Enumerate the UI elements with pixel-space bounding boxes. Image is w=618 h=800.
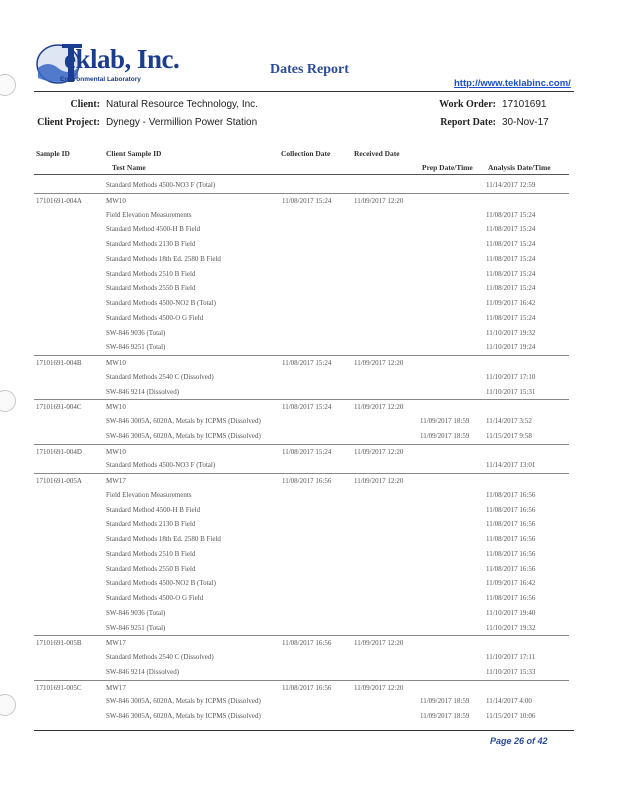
client-sample-id: MW10 (106, 359, 126, 367)
test-row (34, 414, 569, 428)
analysis-date: 11/14/2017 13:01 (486, 461, 536, 470)
analysis-date: 11/09/2017 16:42 (486, 579, 536, 588)
analysis-date: 11/14/2017 4:00 (486, 697, 532, 706)
analysis-date: 11/08/2017 15:24 (486, 240, 536, 248)
test-name: Standard Method 4500-H B Field (106, 225, 201, 234)
sample-row (34, 680, 569, 695)
client-sample-id: MW10 (106, 403, 126, 412)
analysis-date: 11/08/2017 15:24 (486, 210, 536, 219)
report-title: Dates Report (270, 62, 349, 77)
sample-id: 17101691-005C (36, 683, 82, 692)
sample-id: 17101691-004C (36, 403, 82, 412)
binder-hole-bottom (0, 694, 16, 716)
analysis-date: 11/08/2017 15:24 (486, 254, 536, 263)
test-name: SW-846 3005A, 6020A, Metals by ICPMS (Dissolved) (106, 712, 261, 720)
received-date: 11/09/2017 12:20 (354, 403, 404, 412)
test-name: Standard Methods 2540 C (Dissolved) (106, 372, 214, 381)
test-name: Standard Methods 2130 B Field (106, 520, 196, 529)
analysis-date: 11/10/2017 19:24 (486, 343, 536, 352)
test-row (34, 709, 569, 723)
test-row (34, 606, 569, 620)
collection-date: 11/08/2017 16:56 (282, 639, 332, 648)
test-name: SW-846 9036 (Total) (106, 328, 166, 337)
client-sample-id: MW17 (106, 639, 126, 648)
collection-date: 11/08/2017 16:56 (282, 477, 332, 485)
col-client-sample-id: Client Sample ID (106, 149, 162, 158)
test-name: Standard Methods 4500-NO3 F (Total) (106, 181, 216, 189)
analysis-date: 11/10/2017 15:33 (486, 667, 536, 676)
work-order-value: 17101691 (502, 99, 547, 110)
report-date-value: 30-Nov-17 (502, 117, 549, 128)
client-project-value: Dynegy - Vermillion Power Station (106, 117, 258, 128)
analysis-date: 11/09/2017 16:42 (486, 299, 536, 307)
test-name: SW-846 9214 (Dissolved) (106, 387, 180, 396)
sample-id: 17101691-004B (36, 359, 82, 367)
col-analysis-date: Analysis Date/Time (488, 163, 551, 172)
sample-row (34, 473, 569, 488)
test-row (34, 311, 569, 325)
received-date: 11/09/2017 12:20 (354, 477, 404, 485)
company-url-link[interactable]: http://www.teklabinc.com/ (454, 78, 571, 89)
test-row (34, 650, 569, 664)
test-name: Standard Methods 4500-NO2 B (Total) (106, 299, 216, 307)
table-header-rule (34, 174, 569, 175)
collection-date: 11/08/2017 15:24 (282, 447, 332, 456)
test-row (34, 576, 569, 590)
analysis-date: 11/08/2017 15:24 (486, 313, 536, 322)
header-divider (34, 91, 574, 92)
analysis-date: 11/10/2017 19:32 (486, 623, 536, 632)
sample-row (34, 635, 569, 650)
col-sample-id: Sample ID (36, 149, 70, 158)
test-row (34, 370, 569, 384)
test-name: Standard Methods 2130 B Field (106, 240, 196, 248)
test-row (34, 267, 569, 281)
client-project-label: Client Project: (37, 117, 100, 128)
test-row (34, 385, 569, 399)
client-sample-id: MW17 (106, 683, 126, 692)
analysis-date: 11/08/2017 16:56 (486, 520, 536, 529)
test-row (34, 252, 569, 266)
sample-id: 17101691-004A (36, 196, 82, 205)
analysis-date: 11/10/2017 17:10 (486, 372, 536, 381)
test-name: Standard Methods 2510 B Field (106, 549, 196, 558)
prep-date: 11/09/2017 18:59 (420, 431, 470, 440)
test-row (34, 562, 569, 576)
analysis-date: 11/10/2017 17:11 (486, 653, 536, 661)
test-name: SW-846 9251 (Total) (106, 343, 166, 352)
binder-hole-middle (0, 390, 16, 412)
logo-text: eklab, Inc. (64, 44, 180, 74)
test-name: Standard Methods 4500-NO2 B (Total) (106, 579, 216, 588)
prep-date: 11/09/2017 18:59 (420, 712, 470, 720)
logo-subtitle: Environmental Laboratory (60, 76, 141, 83)
col-received-date: Received Date (354, 149, 400, 158)
test-row (34, 532, 569, 546)
sample-row (34, 399, 569, 414)
test-row (34, 237, 569, 251)
test-name: Standard Methods 18th Ed. 2580 B Field (106, 254, 221, 263)
received-date: 11/09/2017 12:20 (354, 359, 404, 367)
sample-id: 17101691-005A (36, 477, 82, 485)
test-row (34, 429, 569, 443)
test-row (34, 281, 569, 295)
test-name: Standard Methods 4500-NO3 F (Total) (106, 461, 216, 470)
col-collection-date: Collection Date (281, 149, 331, 158)
test-row (34, 665, 569, 679)
client-label: Client: (70, 99, 100, 110)
test-name: SW-846 3005A, 6020A, Metals by ICPMS (Dissolved) (106, 697, 261, 706)
sample-row (34, 193, 569, 208)
prep-date: 11/09/2017 18:59 (420, 697, 470, 706)
received-date: 11/09/2017 12:20 (354, 683, 404, 692)
test-row (34, 694, 569, 708)
test-row (34, 458, 569, 472)
work-order-label: Work Order: (439, 99, 496, 110)
col-test-name: Test Name (112, 163, 146, 172)
test-row (34, 326, 569, 340)
collection-date: 11/08/2017 15:24 (282, 403, 332, 412)
test-row (34, 503, 569, 517)
analysis-date: 11/08/2017 15:24 (486, 269, 536, 278)
test-row (34, 222, 569, 236)
analysis-date: 11/15/2017 10:06 (486, 712, 536, 720)
client-sample-id: MW10 (106, 196, 126, 205)
sample-row (34, 444, 569, 459)
report-date-label: Report Date: (440, 117, 496, 128)
page-number: Page 26 of 42 (490, 736, 548, 746)
client-sample-id: MW10 (106, 447, 126, 456)
test-row (34, 296, 569, 310)
analysis-date: 11/08/2017 16:56 (486, 490, 536, 499)
test-row (34, 621, 569, 635)
analysis-date: 11/08/2017 16:56 (486, 505, 536, 514)
test-name: SW-846 3005A, 6020A, Metals by ICPMS (Dissolved) (106, 431, 261, 440)
test-row (34, 517, 569, 531)
col-prep-date: Prep Date/Time (422, 163, 473, 172)
test-row (34, 488, 569, 502)
test-name: SW-846 9251 (Total) (106, 623, 166, 632)
analysis-date: 11/08/2017 15:24 (486, 225, 536, 234)
test-name: SW-846 9036 (Total) (106, 608, 166, 617)
test-row (34, 340, 569, 354)
test-name: SW-846 9214 (Dissolved) (106, 667, 180, 676)
test-name: Standard Method 4500-H B Field (106, 505, 201, 514)
test-name: Standard Methods 4500-O G Field (106, 594, 204, 602)
analysis-date: 11/10/2017 15:31 (486, 387, 536, 396)
test-name: Field Elevation Measurements (106, 490, 192, 499)
received-date: 11/09/2017 12:20 (354, 447, 404, 456)
test-row (34, 591, 569, 605)
sample-id: 17101691-005B (36, 639, 82, 648)
test-row (34, 208, 569, 222)
client-value: Natural Resource Technology, Inc. (106, 99, 258, 110)
analysis-date: 11/10/2017 19:40 (486, 608, 536, 617)
collection-date: 11/08/2017 15:24 (282, 359, 332, 367)
test-row (34, 547, 569, 561)
test-row (34, 178, 569, 192)
analysis-date: 11/08/2017 16:56 (486, 549, 536, 558)
test-name: SW-846 3005A, 6020A, Metals by ICPMS (Dissolved) (106, 417, 261, 425)
analysis-date: 11/08/2017 15:24 (486, 284, 536, 293)
test-name: Standard Methods 2510 B Field (106, 269, 196, 278)
collection-date: 11/08/2017 16:56 (282, 683, 332, 692)
test-name: Standard Methods 4500-O G Field (106, 313, 204, 322)
prep-date: 11/09/2017 18:59 (420, 417, 470, 425)
test-name: Standard Methods 2550 B Field (106, 564, 196, 573)
footer-divider (34, 730, 574, 731)
client-sample-id: MW17 (106, 477, 126, 485)
analysis-date: 11/10/2017 19:32 (486, 328, 536, 337)
analysis-date: 11/08/2017 16:56 (486, 594, 536, 602)
analysis-date: 11/15/2017 9:58 (486, 431, 532, 440)
analysis-date: 11/14/2017 12:59 (486, 181, 536, 189)
sample-id: 17101691-004D (36, 447, 82, 456)
test-name: Field Elevation Measurements (106, 210, 192, 219)
analysis-date: 11/08/2017 16:56 (486, 564, 536, 573)
test-name: Standard Methods 2540 C (Dissolved) (106, 653, 214, 661)
test-name: Standard Methods 18th Ed. 2580 B Field (106, 535, 221, 543)
sample-row (34, 355, 569, 370)
collection-date: 11/08/2017 15:24 (282, 196, 332, 205)
received-date: 11/09/2017 12:20 (354, 639, 404, 648)
analysis-date: 11/08/2017 16:56 (486, 535, 536, 543)
received-date: 11/09/2017 12:20 (354, 196, 404, 205)
analysis-date: 11/14/2017 3:52 (486, 417, 532, 425)
test-name: Standard Methods 2550 B Field (106, 284, 196, 293)
binder-hole-top (0, 74, 16, 96)
